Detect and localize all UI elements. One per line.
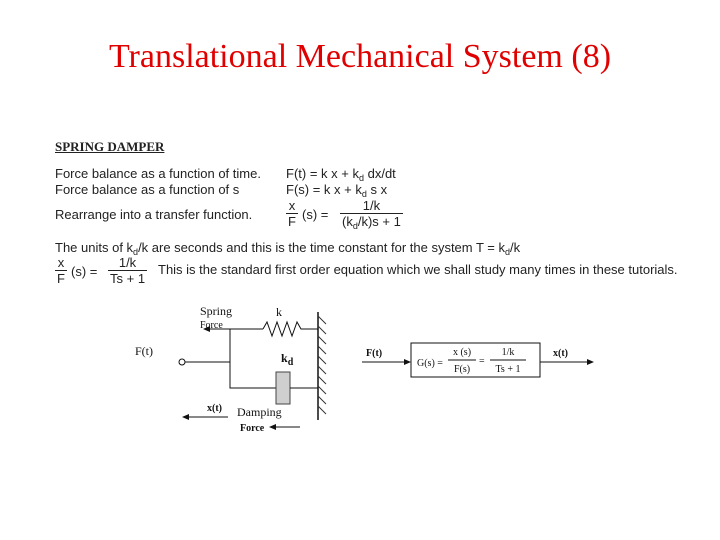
- eq1-sub: d: [358, 173, 364, 183]
- block-den: F(s): [453, 364, 471, 375]
- fo-mid: (s) =: [71, 264, 98, 279]
- units-a: The units of k: [55, 240, 134, 255]
- tf-rhs-num: 1/k: [362, 198, 381, 213]
- units-sub2: d: [505, 247, 511, 257]
- x-label: x(t): [207, 403, 222, 414]
- kd-sub: d: [287, 357, 294, 368]
- eq1-tail: dx/dt: [363, 166, 396, 181]
- spring-label-2: Force: [200, 320, 223, 331]
- spring-label-1: Spring: [200, 304, 233, 318]
- block-rden: Ts + 1: [495, 364, 521, 375]
- eq2-main: F(s) = k x + k: [286, 182, 362, 197]
- tf-lhs-mid: (s) =: [302, 207, 329, 222]
- block-g-label: G(s) =: [417, 358, 443, 369]
- row-label-time: Force balance as a function of time.: [55, 166, 261, 181]
- first-order-note: This is the standard first order equation which we shall study many times in these tutorials.: [158, 262, 678, 277]
- block-rnum: 1/k: [501, 347, 515, 358]
- x-arrowhead: [182, 414, 189, 420]
- tf-rhs-den-sub: d: [352, 221, 358, 231]
- units-b: /k are seconds and this is the time constant for the system T = k: [138, 240, 506, 255]
- spring-icon: [263, 322, 318, 336]
- fo-lhs-den: F: [57, 271, 65, 286]
- input-node: [179, 359, 185, 365]
- block-out-arrowhead: [587, 359, 594, 365]
- row-label-s: Force balance as a function of s: [55, 182, 240, 197]
- tf-rhs-den-b: /k)s + 1: [357, 214, 401, 229]
- wall-hatch: [318, 316, 326, 414]
- kd-label: [281, 351, 294, 368]
- slide-title: Translational Mechanical System (8): [108, 38, 612, 75]
- tf-lhs-den: F: [288, 214, 296, 229]
- eq2-tail: s x: [366, 182, 388, 197]
- kd-main: k: [281, 351, 288, 365]
- fo-lhs-num: x: [57, 255, 65, 270]
- f-label: F(t): [135, 344, 153, 358]
- eq1-main: F(t) = k x + k: [286, 166, 359, 181]
- block-eq: =: [479, 356, 485, 367]
- block-out-label: x(t): [553, 348, 568, 359]
- row-label-tf: Rearrange into a transfer function.: [55, 207, 253, 222]
- k-label: k: [276, 305, 282, 319]
- tf-rhs-den-a: (k: [342, 214, 353, 229]
- units-c: /k: [510, 240, 521, 255]
- block-in-arrowhead: [404, 359, 411, 365]
- damping-label-2: Force: [240, 423, 265, 434]
- fo-rhs-num: 1/k: [118, 255, 137, 270]
- section-heading: SPRING DAMPER: [55, 139, 165, 154]
- damper-icon: [276, 372, 290, 404]
- units-sub: d: [133, 247, 139, 257]
- fo-rhs-den: Ts + 1: [110, 271, 146, 286]
- eq2-sub: d: [361, 189, 367, 199]
- block-num: x (s): [452, 347, 472, 358]
- damping-label-1: Damping: [237, 405, 282, 419]
- tf-lhs-num: x: [288, 198, 296, 213]
- block-in-label: F(t): [366, 348, 383, 359]
- damping-force-arrowhead: [269, 424, 276, 430]
